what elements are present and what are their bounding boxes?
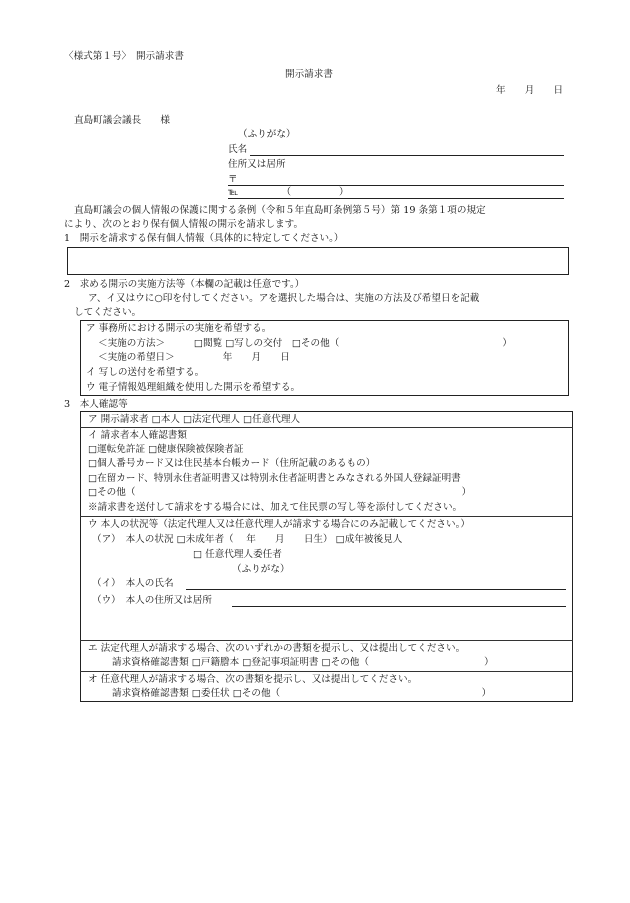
section2-date[interactable]: ＜実施の希望日＞ 年 月 日 <box>98 352 290 363</box>
section3-legal-agent-heading: エ 法定代理人が請求する場合、次のいずれかの書類を提示し、又は提出してください。 <box>88 643 466 654</box>
section2-option-u[interactable]: ウ 電子情報処理組織を使用した開示を希望する。 <box>86 382 301 393</box>
divider <box>80 427 573 428</box>
applicant-name-label: 氏名 <box>228 144 248 155</box>
applicant-name-line[interactable] <box>250 155 564 156</box>
divider <box>80 671 573 672</box>
applicant-tel-line[interactable] <box>228 198 564 199</box>
form-number: 〈様式第１号〉 開示請求書 <box>64 51 184 62</box>
divider <box>80 516 573 517</box>
section3-id-option-2[interactable]: □個人番号カード又は住民基本台帳カード（住所記載のあるもの） <box>88 458 376 469</box>
section3-principal-name-label: （イ） 本人の氏名 <box>92 578 174 589</box>
section3-principal-name-line[interactable] <box>186 589 566 590</box>
intro-line-1: 直島町議会の個人情報の保護に関する条例（令和５年直島町条例第５号）第 19 条第１項の規定 <box>74 205 486 216</box>
divider <box>80 640 573 641</box>
section2-option-a[interactable]: ア 事務所における開示の実施を希望する。 <box>86 323 272 334</box>
section3-voluntary-agent-docs[interactable]: 請求資格確認書類 □委任状 □その他（ ） <box>112 688 492 699</box>
applicant-address-line[interactable] <box>228 185 564 186</box>
section3-status-heading: ウ 本人の状況等（法定代理人又は任意代理人が請求する場合にのみ記載してください。） <box>88 519 470 530</box>
applicant-furigana-label: （ふりがな） <box>238 129 296 140</box>
section1-heading: 1 開示を請求する保有個人情報（具体的に特定してください。） <box>64 233 344 244</box>
date-field[interactable]: 年 月 日 <box>496 85 564 96</box>
section2-option-i[interactable]: イ 写しの送付を希望する。 <box>86 367 205 378</box>
addressee: 直島町議会議長 様 <box>74 115 170 126</box>
section2-note-1: ア、イ又はウに○印を付してください。アを選択した場合は、実施の方法及び希望日を記載 <box>88 293 480 304</box>
section3-heading: 3 本人確認等 <box>64 399 128 410</box>
section3-status-a[interactable]: （ア） 本人の状況 □未成年者（ 年 月 日生） □成年被後見人 <box>92 534 403 545</box>
section3-furigana-label: （ふりがな） <box>232 564 290 575</box>
applicant-address-label: 住所又は居所 <box>228 159 286 170</box>
applicant-tel-label: ℡ （ ） <box>228 187 349 198</box>
section1-input-box[interactable] <box>67 247 569 275</box>
section3-id-note: ※請求書を送付して請求をする場合には、加えて住民票の写し等を添付してください。 <box>88 502 463 513</box>
section3-principal-address-line[interactable] <box>232 606 566 607</box>
section3-id-option-3[interactable]: □在留カード、特別永住者証明書又は特別永住者証明書とみなされる外国人登録証明書 <box>88 473 461 484</box>
section2-method[interactable]: ＜実施の方法＞ □閲覧 □写しの交付 □その他（ ） <box>98 338 512 349</box>
section3-status-delegate[interactable]: □ 任意代理人委任者 <box>193 549 282 560</box>
section2-heading: 2 求める開示の実施方法等（本欄の記載は任意です。） <box>64 279 305 290</box>
intro-line-2: により、次のとおり保有個人情報の開示を請求します。 <box>64 219 304 230</box>
section3-id-option-1[interactable]: □運転免許証 □健康保険被保険者証 <box>88 444 244 455</box>
section3-legal-agent-docs[interactable]: 請求資格確認書類 □戸籍謄本 □登記事項証明書 □その他（ ） <box>112 657 494 668</box>
applicant-postal-label: 〒 <box>228 174 238 185</box>
form-title: 開示請求書 <box>285 69 333 80</box>
section2-note-2: してください。 <box>74 307 142 318</box>
section3-requester[interactable]: ア 開示請求者 □本人 □法定代理人 □任意代理人 <box>88 414 301 425</box>
section3-id-heading: イ 請求者本人確認書類 <box>88 430 187 441</box>
section3-principal-address-label: （ウ） 本人の住所又は居所 <box>92 595 212 606</box>
section3-voluntary-agent-heading: オ 任意代理人が請求する場合、次の書類を提示し、又は提出してください。 <box>88 674 418 685</box>
section3-id-option-other[interactable]: □その他（ ） <box>88 487 472 498</box>
